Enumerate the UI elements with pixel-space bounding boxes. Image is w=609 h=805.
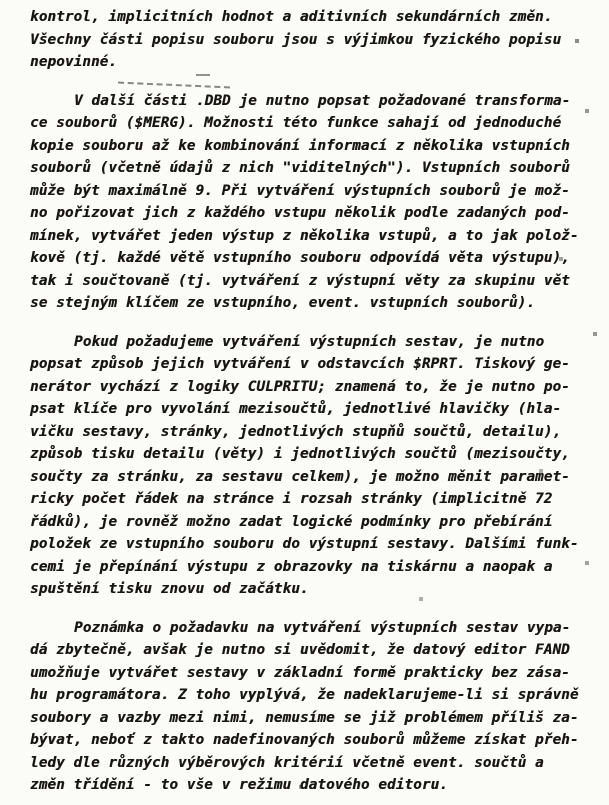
text-line: kopie souboru až ke kombinování informací z několika vstupních xyxy=(30,137,570,154)
text-line: no pořizovat jich z každého vstupu několik podle zadaných pod- xyxy=(30,205,570,221)
text-line: řádků), je rovněž možno zadat logické podmínky pro přebírání xyxy=(30,513,553,530)
text-line: nerátor vychází z logiky CULPRITU; znamená to, že je nutno po- xyxy=(30,378,570,395)
text-line: bývat, neboť z takto nadefinovaných souborů můžeme získat přeh- xyxy=(30,732,579,748)
text-line: vičku sestavy, stránky, jednotlivých stupňů součtů, detailu), xyxy=(30,423,562,440)
text-line: psat klíče pro vyvolání mezisoučtů, jednotlivé hlavičky (hla- xyxy=(30,401,562,417)
text-line: nepovinné. xyxy=(30,54,118,70)
scan-speckles xyxy=(0,0,2,2)
text-line: hu programátora. Z toho vyplývá, že nadeklarujeme-li si správně xyxy=(30,687,579,703)
text-line: se stejným klíčem ze vstupního, event. vstupních souborů). xyxy=(30,295,536,311)
paragraph xyxy=(30,6,593,74)
text-line: ricky počet řádek na stránce i rozsah stránky (implicitně 72 xyxy=(30,491,553,507)
text-line: změn třídění - to vše v režimu datového editoru. xyxy=(30,777,448,793)
text-line: může být maximálně 9. Při vytváření výstupních souborů je mož- xyxy=(30,182,570,199)
text-line: Všechny části popisu souboru jsou s výjimkou fyzického popisu xyxy=(30,31,562,48)
text-line: kontrol, implicitních hodnot a aditivních sekundárních změn. xyxy=(30,9,553,25)
document-page xyxy=(30,6,593,797)
text-line: mínek, vytvářet jeden výstup z několika vstupů, a to jak polož- xyxy=(30,227,579,244)
text-line: ce souborů ($MERG). Možnosti této funkce sahají od jednoduché xyxy=(30,115,562,131)
document-text xyxy=(30,6,593,797)
text-line: spuštění tisku znovu od začátku. xyxy=(30,581,309,597)
text-line: součty za stránku, za sestavu celkem), je možno měnit paramet- xyxy=(30,468,570,485)
paragraph xyxy=(30,331,593,601)
text-line: cemi je přepínání výstupu z obrazovky na tiskárnu a naopak a xyxy=(30,558,553,575)
text-line: ledy dle různých výběrových kritérií včetně event. součtů a xyxy=(30,754,544,771)
text-line: V další části .DBD je nutno popsat požadované transforma- xyxy=(74,92,571,109)
text-line: umožňuje vytvářet sestavy v základní formě prakticky bez zása- xyxy=(30,664,570,681)
text-line: způsob tisku detailu (věty) i jednotlivých součtů (mezisoučty, xyxy=(30,446,570,462)
paragraph xyxy=(30,617,593,797)
text-line: Pokud požadujeme vytváření výstupních sestav, je nutno xyxy=(74,333,545,350)
paragraph xyxy=(30,90,593,315)
text-line: dá zbytečně, avšak je nutno si uvědomit, že datový editor FAND xyxy=(30,642,570,658)
text-line: položek ze vstupního souboru do výstupní sestavy. Dalšími funk- xyxy=(30,536,579,552)
text-line: Poznámka o požadavku na vytváření výstupních sestav vypa- xyxy=(74,619,571,636)
text-line: kově (tj. každé větě vstupního souboru odpovídá věta výstupu), xyxy=(30,250,570,266)
text-line: souborů (včetně údajů z nich "viditelných"). Vstupních souborů xyxy=(30,160,570,176)
text-line: soubory a vazby mezi nimi, nemusíme se již problémem příliš za- xyxy=(30,709,579,726)
text-line: popsat způsob jejich vytváření v odstavcích $RPRT. Tiskový ge- xyxy=(30,356,570,372)
text-line: tak i součtovaně (tj. vytváření z výstupní věty za skupinu vět xyxy=(30,272,570,289)
